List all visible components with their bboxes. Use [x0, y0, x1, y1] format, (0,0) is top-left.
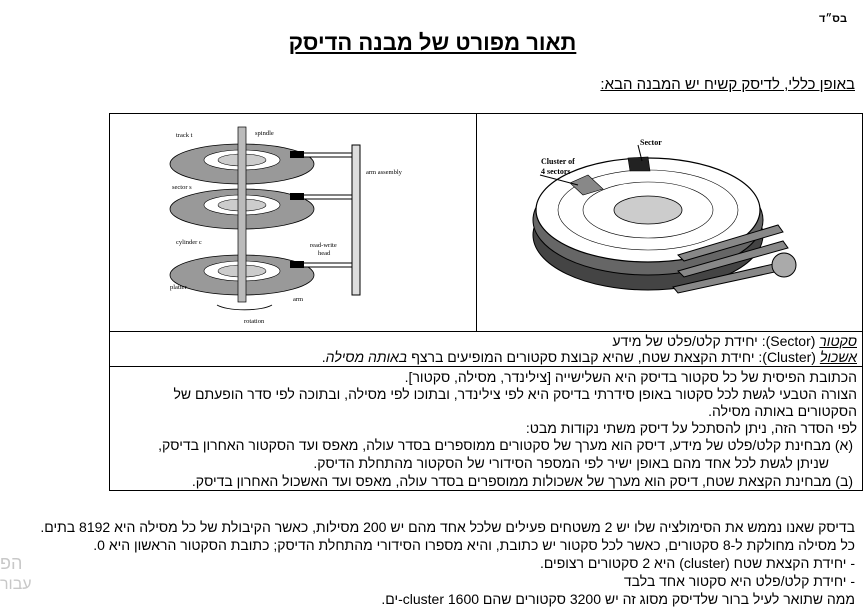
- faded-side-text: עבור: [0, 576, 32, 593]
- cluster-def: (Cluster): יחידת הקצאת שטח, שהיא קבוצת סקטורים המופיעים ברצף: [407, 349, 820, 365]
- cluster-def-end: .: [321, 349, 326, 365]
- bottom-line: כל מסילה מחולקת ל-8 סקטורים, כאשר לכל סקטור יש כתובת, והיא מספרו הסידורי מהתחלת הדיסק; כתובת הסקטור הראשון היא 0.: [93, 537, 855, 553]
- page-title: תאור מפורט של מבנה הדיסק: [288, 30, 577, 55]
- faded-side-text: הפ: [0, 553, 23, 573]
- def-cluster: [322, 349, 857, 366]
- table-divider: [476, 113, 477, 331]
- body-line: לפי הסדר הזה, ניתן להסתכל על דיסק משתי נקודות מבט:: [525, 420, 857, 436]
- track-label: track t: [176, 132, 193, 139]
- bottom-line: ממה שתואר לעיל ברור שלדיסק מסוג זה יש 3200 סקטורים שהם 1600 cluster-ים.: [381, 591, 855, 607]
- body-line: הסקטורים באותה מסילה.: [708, 403, 857, 419]
- def-sector: [612, 333, 857, 350]
- bsd-mark: בס״ד: [819, 13, 847, 25]
- body-line: (ב) מבחינת הקצאת שטח, דיסק הוא מערך של אשכולות ממוספרים בסדר עולה, מאפס ועד האשכול האחרון בדיסק.: [191, 473, 853, 489]
- cluster-def-italic: באותה מסילה: [325, 349, 408, 365]
- sector-term: סקטור: [819, 333, 857, 349]
- sector-label: sector s: [172, 184, 192, 191]
- sector-def: (Sector): יחידת קלט/פלט של מידע: [612, 333, 820, 349]
- spindle-label: spindle: [255, 130, 274, 137]
- head-label: head: [318, 250, 331, 257]
- cylinder-label: cylinder c: [176, 239, 202, 246]
- bottom-bullet: - יחידת הקצאת שטח (cluster) היא 2 סקטורים רצופים.: [539, 555, 855, 571]
- bottom-bullet: - יחידת קלט/פלט היא סקטור אחד בלבד: [623, 573, 855, 589]
- body-line: (א) מבחינת קלט/פלט של מידע, דיסק הוא מערך של סקטורים ממוספרים בסדר עולה, מאפס ועד הסקטור האחרון בדיסק,: [158, 437, 853, 453]
- arm-label: arm: [293, 296, 304, 303]
- disk-platters-figure: [112, 115, 474, 329]
- platter-label: platter: [170, 284, 187, 291]
- cluster-label-2: 4 sectors: [541, 167, 571, 176]
- sector-label-right: Sector: [640, 138, 662, 147]
- table-rule: [109, 366, 863, 367]
- table-rule: [109, 331, 863, 332]
- rotation-label: rotation: [244, 318, 265, 325]
- body-line: הצורה הטבעי לגשת לכל סקטור באופן סידרתי בדיסק היא לפי צילינדר, ובתוכו לפי מסילה, ובתוכה לפי סדר הופעתם של: [173, 386, 857, 402]
- body-line: שניתן לגשת לכל אחד מהם באופן ישיר לפי המספר הסידורי של הסקטור מהתחלת הדיסק.: [313, 455, 829, 471]
- bottom-line: בדיסק שאנו נממש את הסימולציה שלו יש 2 משטחים פעילים שלכל אחד מהם יש 200 מסילות, כאשר הקיבולת של כל מסילה היא 8192 בתים.: [40, 519, 855, 535]
- disk-sector-figure: [478, 115, 861, 329]
- arm-assembly-label: arm assembly: [366, 169, 402, 176]
- body-line: הכתובת הפיסית של כל סקטור בדיסק היא השלישייה [צילינדר, מסילה, סקטור].: [404, 369, 857, 385]
- cluster-label-1: Cluster of: [541, 157, 575, 166]
- read-write-label: read-write: [310, 242, 337, 249]
- cluster-term: אשכול: [819, 349, 857, 365]
- intro-line: באופן כללי, לדיסק קשיח יש המבנה הבא:: [600, 76, 855, 93]
